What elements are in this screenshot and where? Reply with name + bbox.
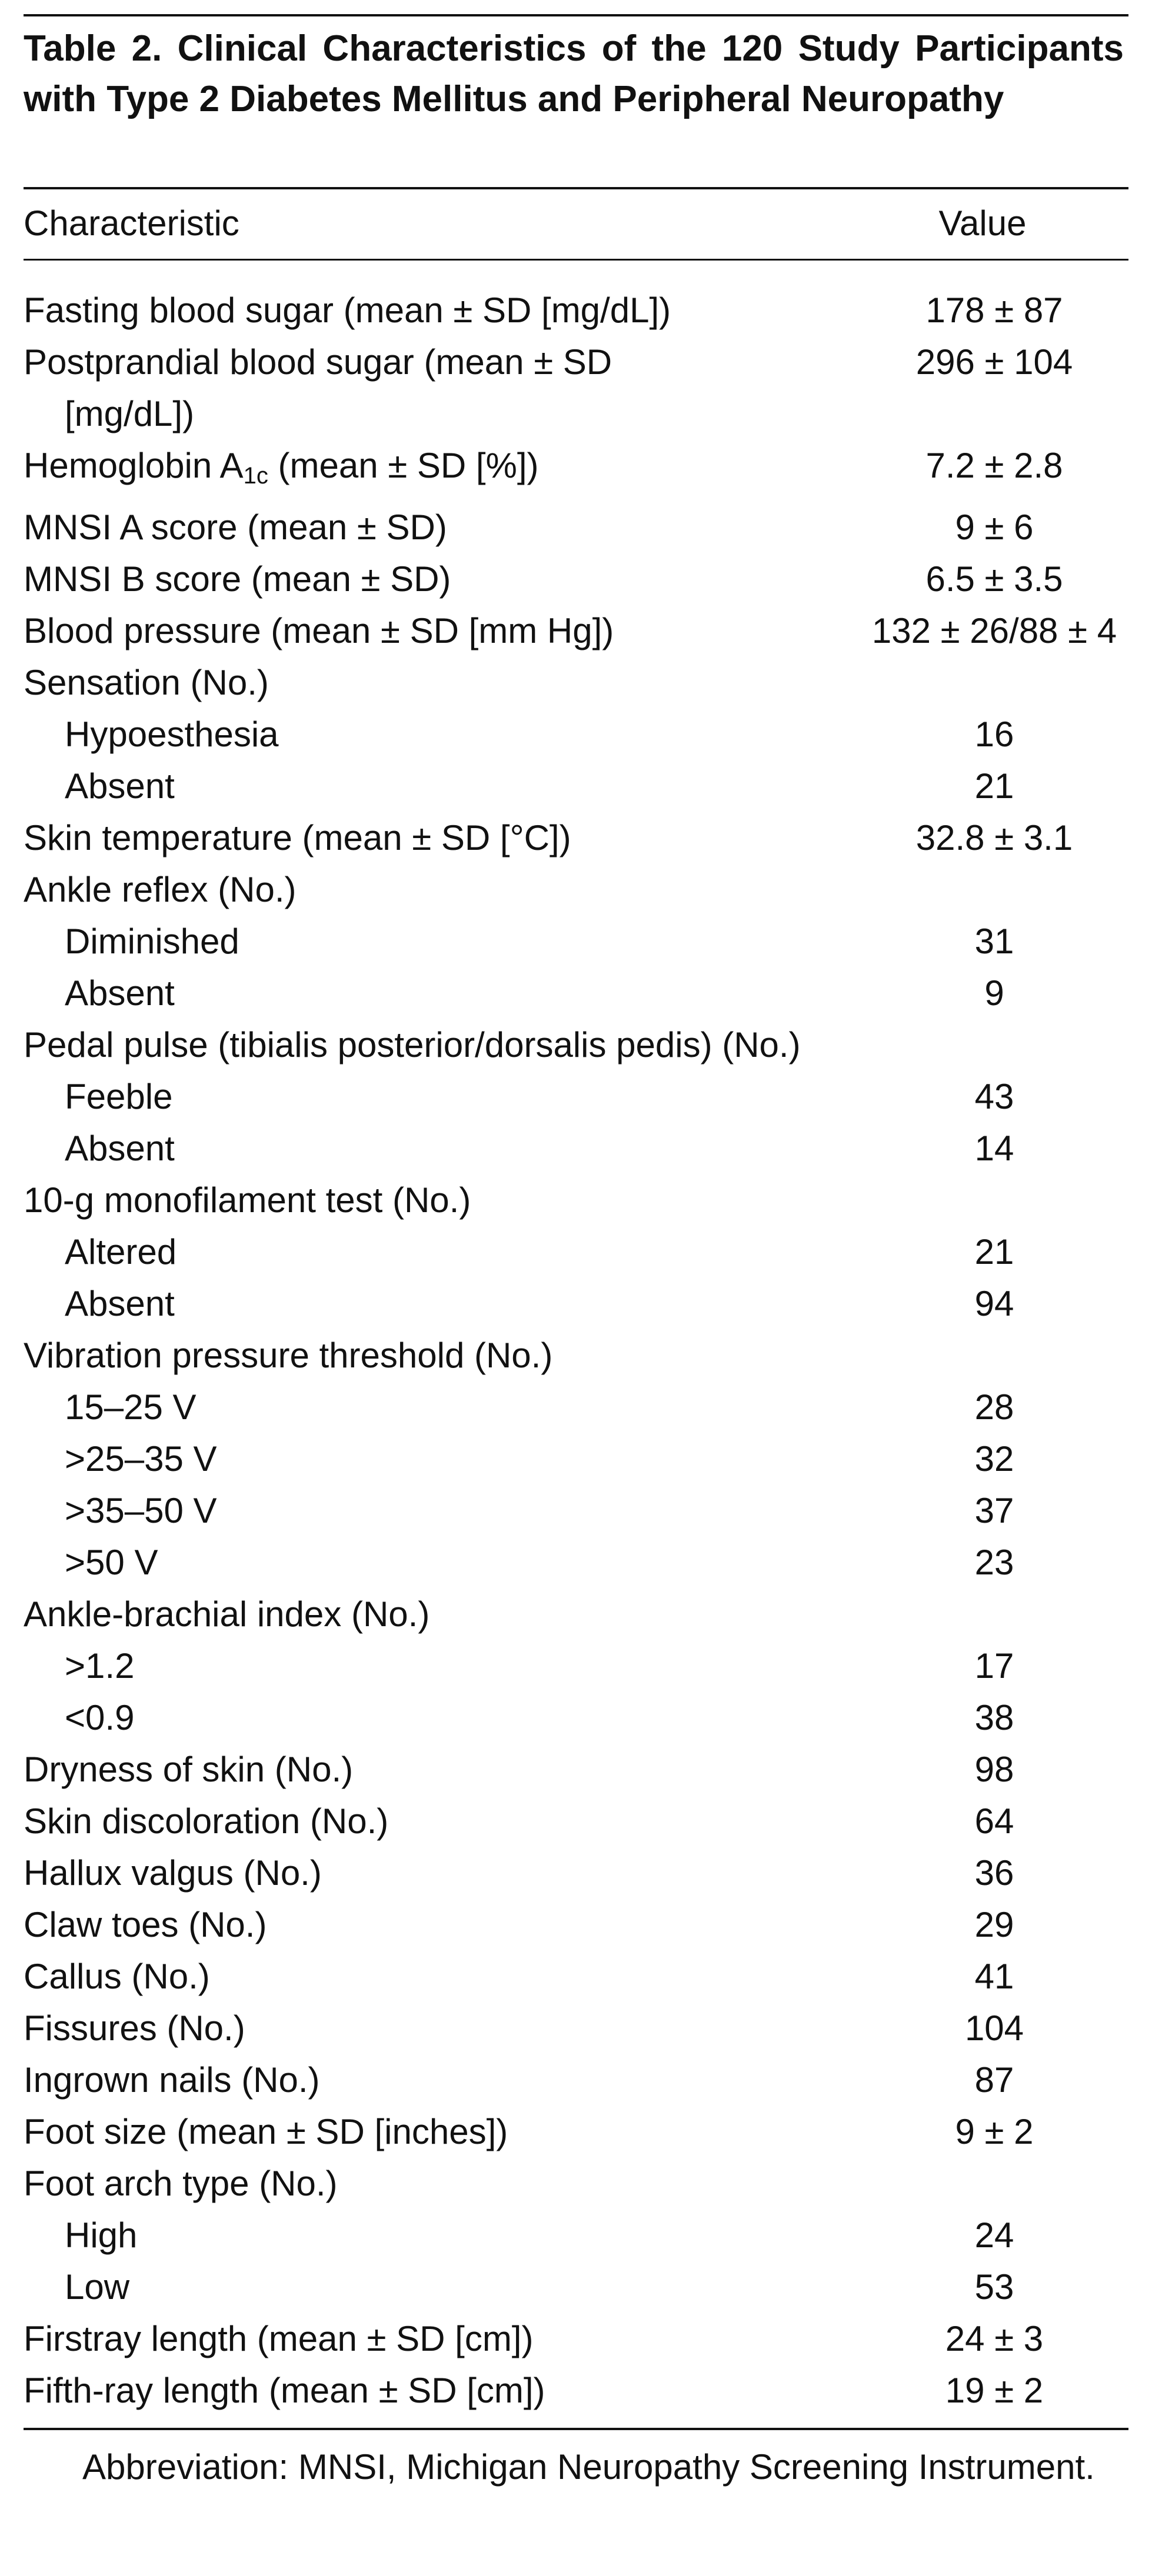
table-row-sub [24,1071,1141,1123]
row-label-pre: Hemoglobin A [24,446,244,485]
table-row-sub [24,760,1141,812]
table-row-sub [24,2261,1141,2313]
row-label: Altered [65,1232,177,1272]
table-row [24,1744,1141,1796]
table-row [24,2054,1141,2106]
row-value: 29 [974,1905,1014,1944]
row-value: 98 [974,1750,1014,1789]
row-value: 94 [974,1284,1014,1323]
table-row-sub [24,1485,1141,1537]
row-value: 296 ± 104 [915,342,1073,382]
table-row [24,1899,1141,1951]
row-value: 32 [974,1439,1014,1479]
table-row-sub [24,1382,1141,1433]
column-header-value: Value [938,203,1027,243]
column-header-characteristic: Characteristic [24,203,239,243]
row-value: 132 ± 26/88 ± 4 [871,611,1117,650]
row-label: Callus (No.) [24,1957,210,1996]
row-value: 38 [974,1698,1014,1737]
row-label: Foot arch type (No.) [24,2164,338,2203]
table-row-group-heading [24,657,1141,709]
table-row-group-heading [24,1589,1141,1640]
row-label: Hypoesthesia [65,715,279,754]
row-label: Fifth-ray length (mean ± SD [cm]) [24,2371,545,2410]
row-label: >35–50 V [65,1491,217,1530]
table-row-sub [24,709,1141,760]
row-value: 17 [974,1646,1014,1686]
row-value: 53 [974,2267,1014,2307]
row-value: 14 [974,1129,1014,1168]
row-label: Vibration pressure threshold (No.) [24,1336,553,1375]
row-value: 21 [974,1232,1014,1272]
row-label: Claw toes (No.) [24,1905,267,1944]
row-value: 9 [984,973,1004,1013]
table-row [24,2003,1141,2054]
row-value: 24 [974,2215,1014,2255]
row-label-line1: Postprandial blood sugar (mean ± SD [24,342,612,382]
row-value: 104 [964,2008,1024,2048]
row-value: 178 ± 87 [925,291,1063,330]
table-row [24,1847,1141,1899]
row-label: MNSI B score (mean ± SD) [24,559,451,599]
row-label: High [65,2215,138,2255]
row-label: Feeble [65,1077,173,1116]
table-row-group-heading [24,864,1141,916]
row-label: Fasting blood sugar (mean ± SD [mg/dL]) [24,291,671,330]
row-value: 7.2 ± 2.8 [925,446,1063,485]
row-value: 28 [974,1387,1014,1427]
table-row-group-heading [24,1174,1141,1226]
row-value: 41 [974,1957,1014,1996]
row-value: 23 [974,1543,1014,1582]
table-row [24,1796,1141,1847]
row-label: Pedal pulse (tibialis posterior/dorsalis pedis) (No.) [24,1025,801,1065]
row-label: Firstray length (mean ± SD [cm]) [24,2319,534,2358]
row-value: 32.8 ± 3.1 [915,818,1073,857]
row-label: Ingrown nails (No.) [24,2060,320,2100]
table-row [24,440,1141,502]
row-label: Skin temperature (mean ± SD [°C]) [24,818,571,857]
row-label: Low [65,2267,130,2307]
table-row [24,2106,1141,2158]
row-label: Absent [65,1284,175,1323]
table-row-group-heading [24,2158,1141,2210]
table-row-sub [24,1537,1141,1589]
row-label: Absent [65,973,175,1013]
row-value: 64 [974,1801,1014,1841]
table-row-sub [24,1640,1141,1692]
row-value: 19 ± 2 [945,2371,1044,2410]
table-row-sub [24,967,1141,1019]
row-label: Diminished [65,922,239,961]
table-row-sub [24,1692,1141,1744]
table-row [24,502,1141,553]
row-label: >25–35 V [65,1439,217,1479]
table-row-sub [24,1278,1141,1330]
top-rule [24,14,1128,16]
table-row [24,2365,1141,2417]
row-label: Absent [65,766,175,806]
row-label: <0.9 [65,1698,135,1737]
row-value: 24 ± 3 [945,2319,1044,2358]
row-label: Skin discoloration (No.) [24,1801,389,1841]
row-value: 87 [974,2060,1014,2100]
table-row [24,336,1141,440]
row-value: 31 [974,922,1014,961]
row-label [24,440,788,502]
bottom-rule [24,2428,1128,2430]
row-label: Ankle-brachial index (No.) [24,1594,430,1634]
table-row-group-heading [24,1019,1141,1071]
row-label: Sensation (No.) [24,663,269,702]
row-value: 21 [974,766,1014,806]
table-row-sub [24,2210,1141,2261]
table-footnote: Abbreviation: MNSI, Michigan Neuropathy Screening Instrument. [82,2447,1095,2487]
table-row [24,553,1141,605]
table-row [24,812,1141,864]
row-label [24,336,788,440]
row-label: Hallux valgus (No.) [24,1853,322,1893]
row-value: 6.5 ± 3.5 [925,559,1063,599]
row-label: Foot size (mean ± SD [inches]) [24,2112,508,2151]
table-row-sub [24,916,1141,967]
row-label: 15–25 V [65,1387,197,1427]
row-label-subscript: 1c [243,463,268,489]
row-label: MNSI A score (mean ± SD) [24,508,447,547]
table-row [24,2313,1141,2365]
row-value: 16 [974,715,1014,754]
row-value: 9 ± 6 [955,508,1034,547]
row-value: 43 [974,1077,1014,1116]
row-label: Fissures (No.) [24,2008,245,2048]
row-value: 9 ± 2 [955,2112,1034,2151]
row-value: 37 [974,1491,1014,1530]
row-value: 36 [974,1853,1014,1893]
row-label: >1.2 [65,1646,135,1686]
table-row [24,1951,1141,2003]
table-body [24,285,1141,2417]
header-rule-bottom [24,259,1128,261]
row-label: 10-g monofilament test (No.) [24,1180,471,1220]
table-caption: Table 2. Clinical Characteristics of the 120 Study Participants with Type 2 Diabetes Mellitus and Peripheral Neuropathy [24,28,1124,119]
table-row [24,605,1141,657]
table-row-sub [24,1433,1141,1485]
row-label: Blood pressure (mean ± SD [mm Hg]) [24,611,614,650]
row-label: >50 V [65,1543,158,1582]
row-label-post: (mean ± SD [%]) [268,446,539,485]
row-label: Absent [65,1129,175,1168]
table-row-sub [24,1123,1141,1174]
row-label: Ankle reflex (No.) [24,870,297,909]
table-row-group-heading [24,1330,1141,1382]
row-label-line2: [mg/dL]) [65,394,195,433]
row-label: Dryness of skin (No.) [24,1750,354,1789]
table-row-sub [24,1226,1141,1278]
header-rule-top [24,187,1128,189]
table-row [24,285,1141,336]
